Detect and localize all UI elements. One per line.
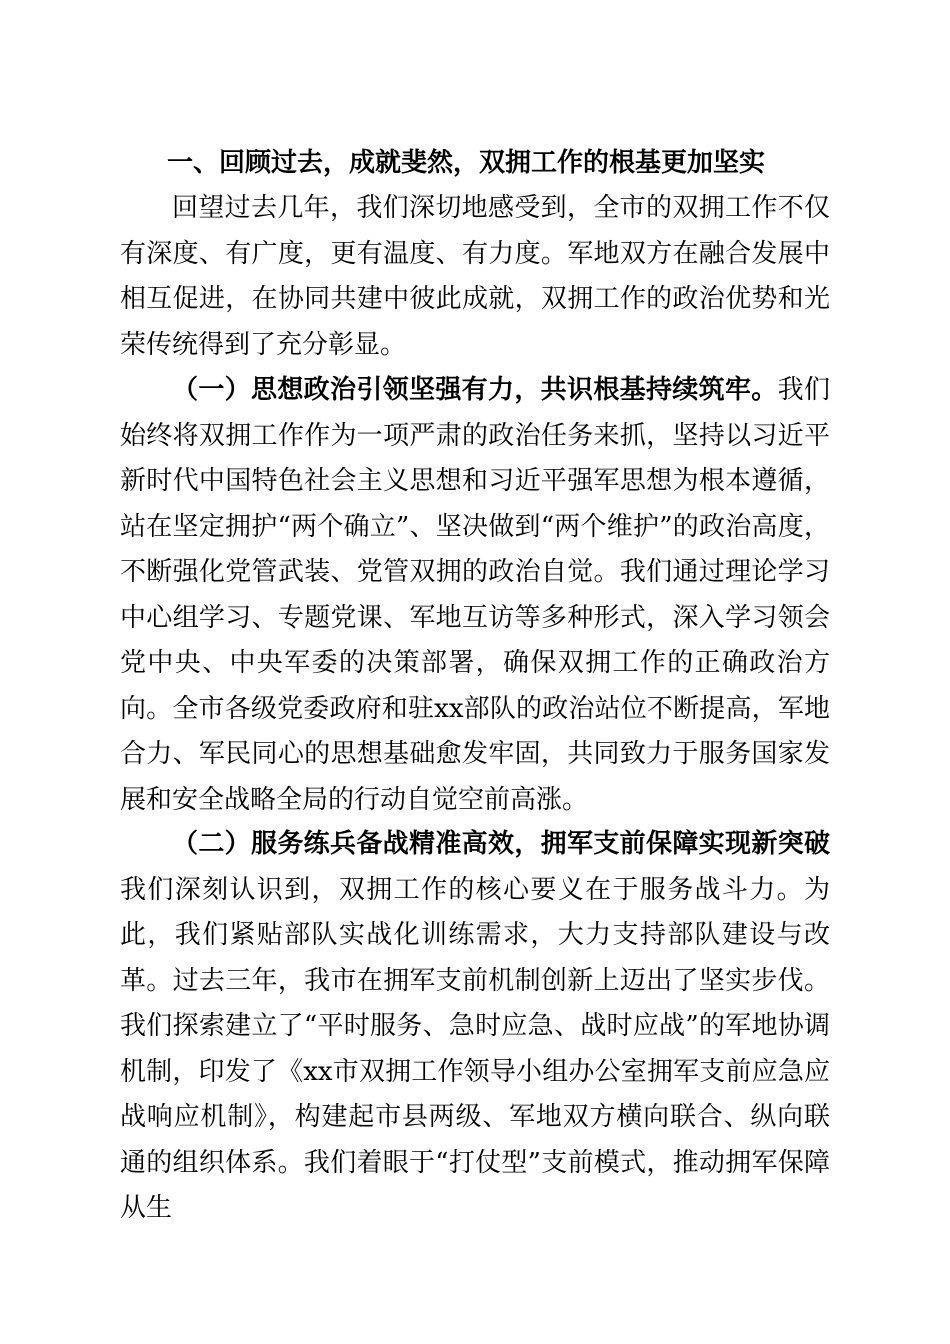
subsection-heading-1: （一）思想政治引领坚强有力，共识根基持续筑牢。	[172, 375, 778, 405]
section-heading: 一、回顾过去，成就斐然，双拥工作的根基更加坚实	[167, 148, 766, 178]
paragraph-2	[120, 368, 830, 823]
paragraph-3-text: 我们深刻认识到，双拥工作的核心要义在于服务战斗力。为此，我们紧贴部队实战化训练需求，大力支持部队建设与改革。过去三年，我市在拥军支前机制创新上迈出了坚实步伐。我们探索建立了“平时服务、急时应急、战时应战”的军地协调机制，印发了《xx市双拥工作领导小组办公室拥军支前应急应战响应机制》，构建起市县两级、军地双方横向联合、纵向联通的组织体系。我们着眼于“打仗型”支前模式，推动拥军保障从生	[120, 874, 830, 1223]
paragraph-1-text: 回望过去几年，我们深切地感受到，全市的双拥工作不仅有深度、有广度，更有温度、有力度。军地双方在融合发展中相互促进，在协同共建中彼此成就，双拥工作的政治优势和光荣传统得到了充分彰显。	[120, 193, 830, 360]
paragraph-3	[120, 822, 830, 1232]
paragraph-1	[120, 186, 830, 368]
paragraph-2-text: 我们始终将双拥工作作为一项严肃的政治任务来抓，坚持以习近平新时代中国特色社会主义思想和习近平强军思想为根本遵循，站在坚定拥护“两个确立”、坚决做到“两个维护”的政治高度，不断强化党管武装、党管双拥的政治自觉。我们通过理论学习中心组学习、专题党课、军地互访等多种形式，深入学习领会党中央、中央军委的决策部署，确保双拥工作的正确政治方向。全市各级党委政府和驻xx部队的政治站位不断提高，军地合力、军民同心的思想基础愈发牢固，共同致力于服务国家发展和安全战略全局的行动自觉空前高涨。	[120, 375, 830, 815]
subsection-heading-2: （二）服务练兵备战精准高效，拥军支前保障实现新突破	[172, 829, 830, 859]
